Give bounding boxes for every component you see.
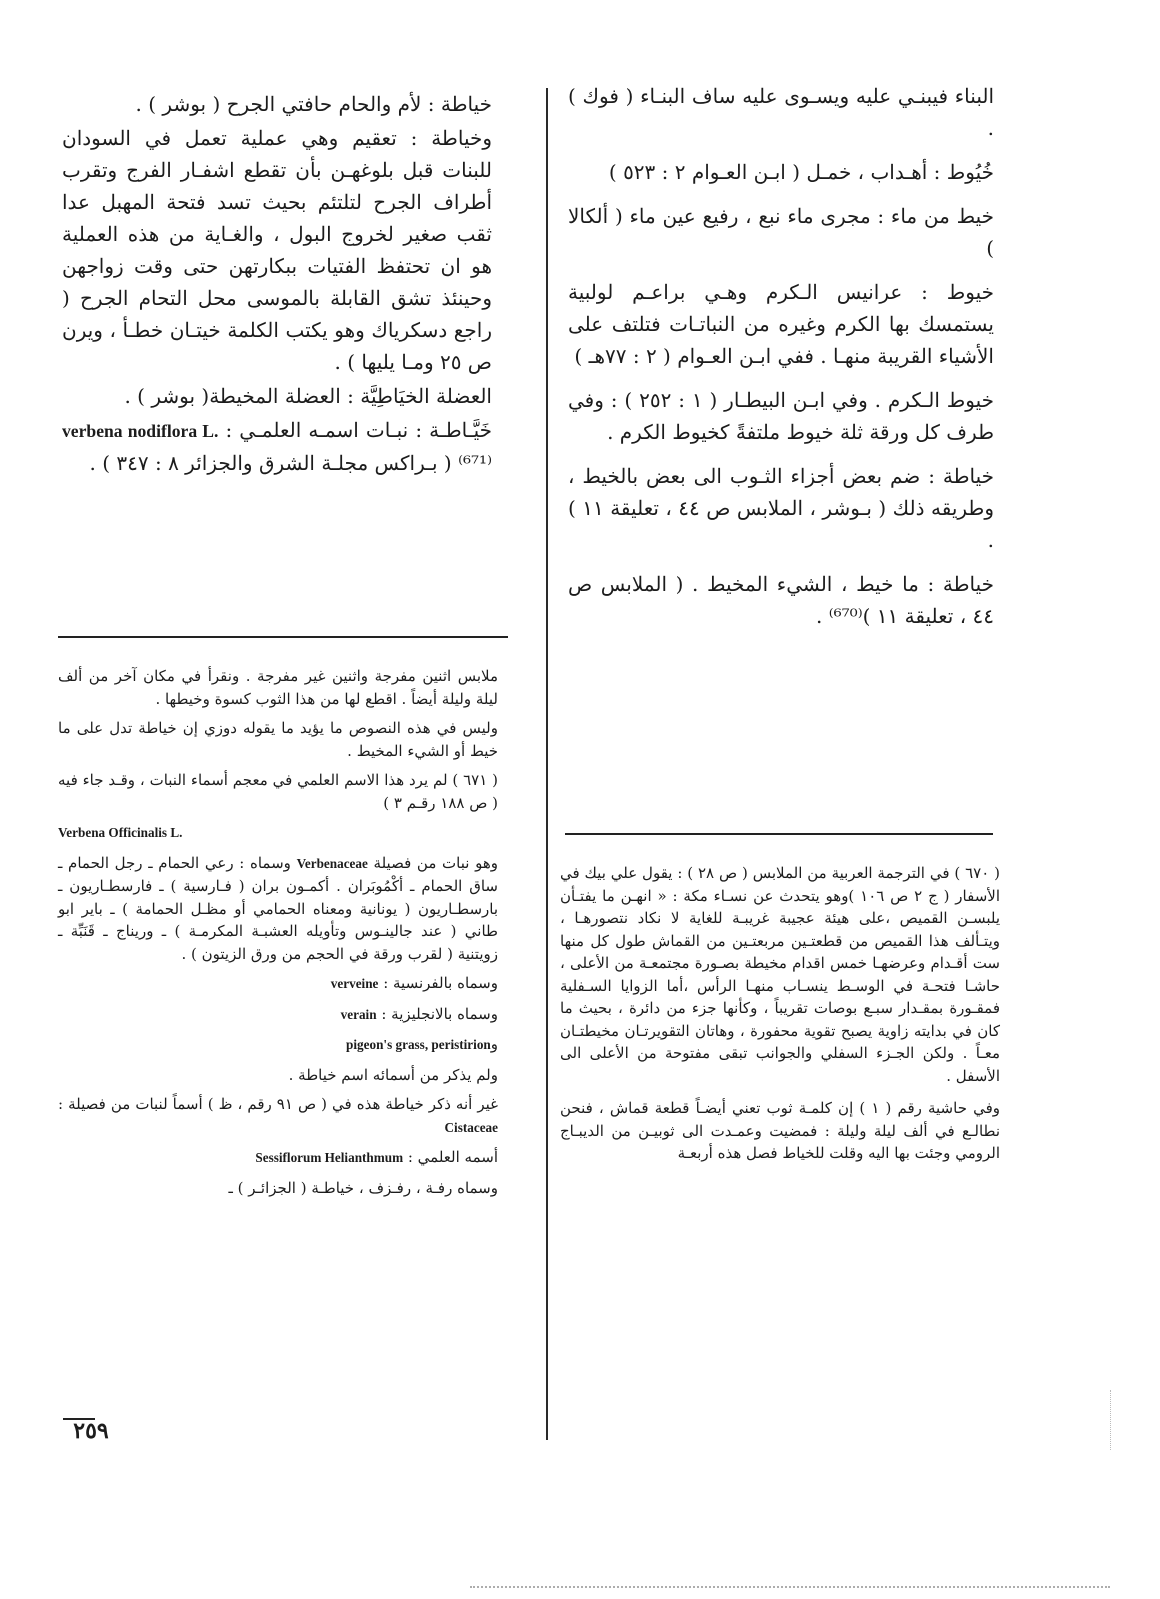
entry-paragraph: وخياطة : تعقيم وهي عملية تعمل في السودان للبنات قبل بلوغهـن بأن تقطع اشفـار الفرج وتقرب أطراف الجرح لتلتئم بحيث تسد فتحة المهبل عدا ثقب صغير لخروج البول ، والغـاية من هذه العملية هو ان تحتفظ الفتيات ببكارتهن حتى وقت زواجهن وحينئذ تشق القابلة بالموسى محل التحام الجرح ( راجع دسكرياك وهو يكتب الكلمة خيتـان خطـأ ، ويرن ص ٢٥ ومـا يليها ) . — [62, 126, 492, 374]
french-value: verveine — [330, 976, 379, 991]
scientific-name-line — [58, 1146, 498, 1170]
footnote-rule-right — [565, 833, 993, 835]
last-line: وسماه رفـة ، رفـزف ، خياطـة ( الجزائـر ) ـ — [228, 1178, 498, 1197]
footnote-670-more: وفي حاشية رقم ( ١ ) إن كلمـة ثوب تعني أيضـاً قطعة قماش ، فنحن نطالـع في ألف ليلة وليلة : فمضيت وعمـدت الى ثوبيـن من الديبـاج الرومي وجئت بها اليه وقلت للخياط فصل هذه أربعـة — [560, 1099, 1000, 1162]
english-more-line — [58, 1033, 498, 1057]
entry-paragraph: خياطة : ما خيط ، الشيء المخيط . ( الملابس ص ٤٤ ، تعليقة ١١ )⁽⁶⁷⁰⁾ . — [568, 572, 994, 628]
entry-paragraph: خيط من ماء : مجرى ماء نبع ، رفيع عين ماء ( ألكالا ) — [568, 204, 994, 260]
family-rest: وسماه : رعي الحمام ـ رجل الحمام ـ ساق الحمام ـ أكْمُوبَران . أكمـون بران ( فـارسية ) ـ فارسطـاريون ـ بارسطـاريون ( يونانية ومعناه الحمامي أو مظـل الحمامة ) ـ باير ابو طاني ( عند جالينـوس وتأويله العشبـة المكرمـة ) ـ وريناج ـ قَنَبِّة ـ زويتنية ( لقرب ورقة في الحجم من ورق الزيتون ) . — [58, 853, 498, 963]
scientific-value: Sessiflorum Helianthmum — [255, 1150, 404, 1165]
footnote-latin-line — [58, 821, 498, 845]
right-footnotes — [560, 862, 1000, 1165]
footnote-ref: ⁽⁶⁷¹⁾ — [458, 451, 492, 475]
english-more: pigeon's grass, peristirion — [346, 1037, 491, 1052]
entry-paragraph: خيوط : عرانيس الـكرم وهـي براعـم لولبية يستمسك بها الكرم وغيره من النباتـات فتلتف على الأشياء القريبة منهـا . ففي ابـن العـوام ( ٢ : ٧٧هـ ) — [568, 280, 994, 368]
plant-entry-prefix: خَيَّـاطـة : نبـات اسمـه العلمـي : — [225, 418, 492, 442]
french-name-line — [58, 972, 498, 996]
entry-paragraph: البناء فيبنـي عليه ويسـوى عليه ساف البنـاء ( فوك ) . — [568, 84, 994, 140]
page-number: ٢٥٩ — [73, 1418, 109, 1444]
plant-entry — [62, 414, 492, 479]
plant-entry-suffix: ( بـراكس مجلـة الشرق والجزائر ٨ : ٣٤٧ ) . — [89, 451, 452, 475]
footnote-continuation: ملابس اثنين مفرجة واثنين غير مفرجة . ونقرأ في مكان آخر من ألف ليلة وليلة أيضاً . اقطع لها من هذا الثوب كسوة وخيطها . — [58, 667, 498, 708]
scan-artifact-dots — [470, 1586, 1110, 1588]
not-mentioned-line: ولم يذكر من أسمائه اسم خياطة . — [288, 1065, 498, 1084]
right-column — [568, 80, 994, 632]
scientific-label: أسمه العلمي : — [407, 1148, 498, 1166]
column-divider — [546, 88, 548, 1440]
entry-paragraph: خُيُوط : أهـداب ، خمـل ( ابـن العـوام ٢ : ٥٢٣ ) — [608, 160, 994, 184]
entry-paragraph: العضلة الخيَاطِيَّة : العضلة المخيطة( بوشر ) . — [124, 384, 492, 408]
footnote-671: ( ٦٧١ ) لم يرد هذا الاسم العلمي في معجم أسماء النبات ، وقـد جاء فيه ( ص ١٨٨ رقـم ٣ ) — [58, 771, 498, 812]
english-value: verain — [340, 1006, 377, 1022]
entry-paragraph: خياطة : لأم والحام حافتي الجرح ( بوشر ) . — [135, 92, 492, 116]
scan-artifact-mark — [1110, 1390, 1117, 1450]
cistaceae: Cistaceae — [444, 1119, 498, 1135]
left-column — [62, 88, 492, 479]
other-ref: غير أنه ذكر خياطة هذه في ( ص ٩١ رقم ، ظ ) أسماً لنبات من فصيلة : — [58, 1095, 498, 1113]
family-prefix: وهو نبات من فصيلة — [373, 853, 498, 872]
left-footnotes — [58, 665, 498, 1199]
entry-paragraph: خياطة : ضم بعض أجزاء الثـوب الى بعض بالخيط ، وطريقه ذلك ( بـوشر ، الملابس ص ٤٤ ، تعليقة ١١ ) . — [568, 464, 994, 552]
entry-paragraph: خيوط الـكرم . وفي ابـن البيطـار ( ١ : ٢٥٢ ) : وفي طرف كل ورقة ثلة خيوط ملتفةً كخيوط الكرم . — [568, 388, 994, 444]
french-label: وسماه بالفرنسية : — [383, 974, 498, 992]
footnote-670: ( ٦٧٠ ) في الترجمة العربية من الملابس ( ص ٢٨ ) : يقول علي بيك في الأسفار ( ج ٢ ص ١٠٦ )وهو يتحدث عن نسـاء مكة : « انهـن ما يفتـأن يلبسـن القميص ،على هيئة عجيبة غريبـة للغاية لا نكاد نتصورهـا ، ويتـألف هذا القميص من قطعتـين مربعتـين من القماش طول كل منها ست أقـدام وعرضهـا خمس اقدام مخيطة بصـورة مجتمعـة من الأعلى ، حاشـا فتحـة في الوسـط ينسـاب منهـا الرأس ،أما الزوايا السـفلية فمقـورة بمقـدار سبـع بوصات تقريباً ، وكأنها جزء من دائرة ، بحيث ما كان في بدايته زاوية يصبح تقوية محفورة ، وهاتان التقويرتـان مخيطتـان معـاً . ولكن الجـزء السفلي والجوانب تبقى مفتوحة من الأعلى الى الأسفل . — [560, 864, 1001, 1085]
english-more-prefix: و — [490, 1035, 498, 1053]
family-latin: Verbenaceae — [296, 855, 368, 871]
other-ref-line — [58, 1093, 498, 1139]
latin-name: Verbena Officinalis L. — [58, 825, 183, 840]
english-name-line — [58, 1003, 498, 1027]
family-paragraph — [58, 852, 498, 966]
plant-latin-name: verbena nodiflora L. — [62, 421, 219, 441]
footnote-continuation: وليس في هذه النصوص ما يؤيد ما يقوله دوزي إن خياطة تدل على ما خيط أو الشيء المخيط . — [58, 719, 498, 760]
english-label: وسماه بالانجليزية : — [381, 1004, 498, 1023]
footnote-rule-left — [58, 636, 508, 638]
